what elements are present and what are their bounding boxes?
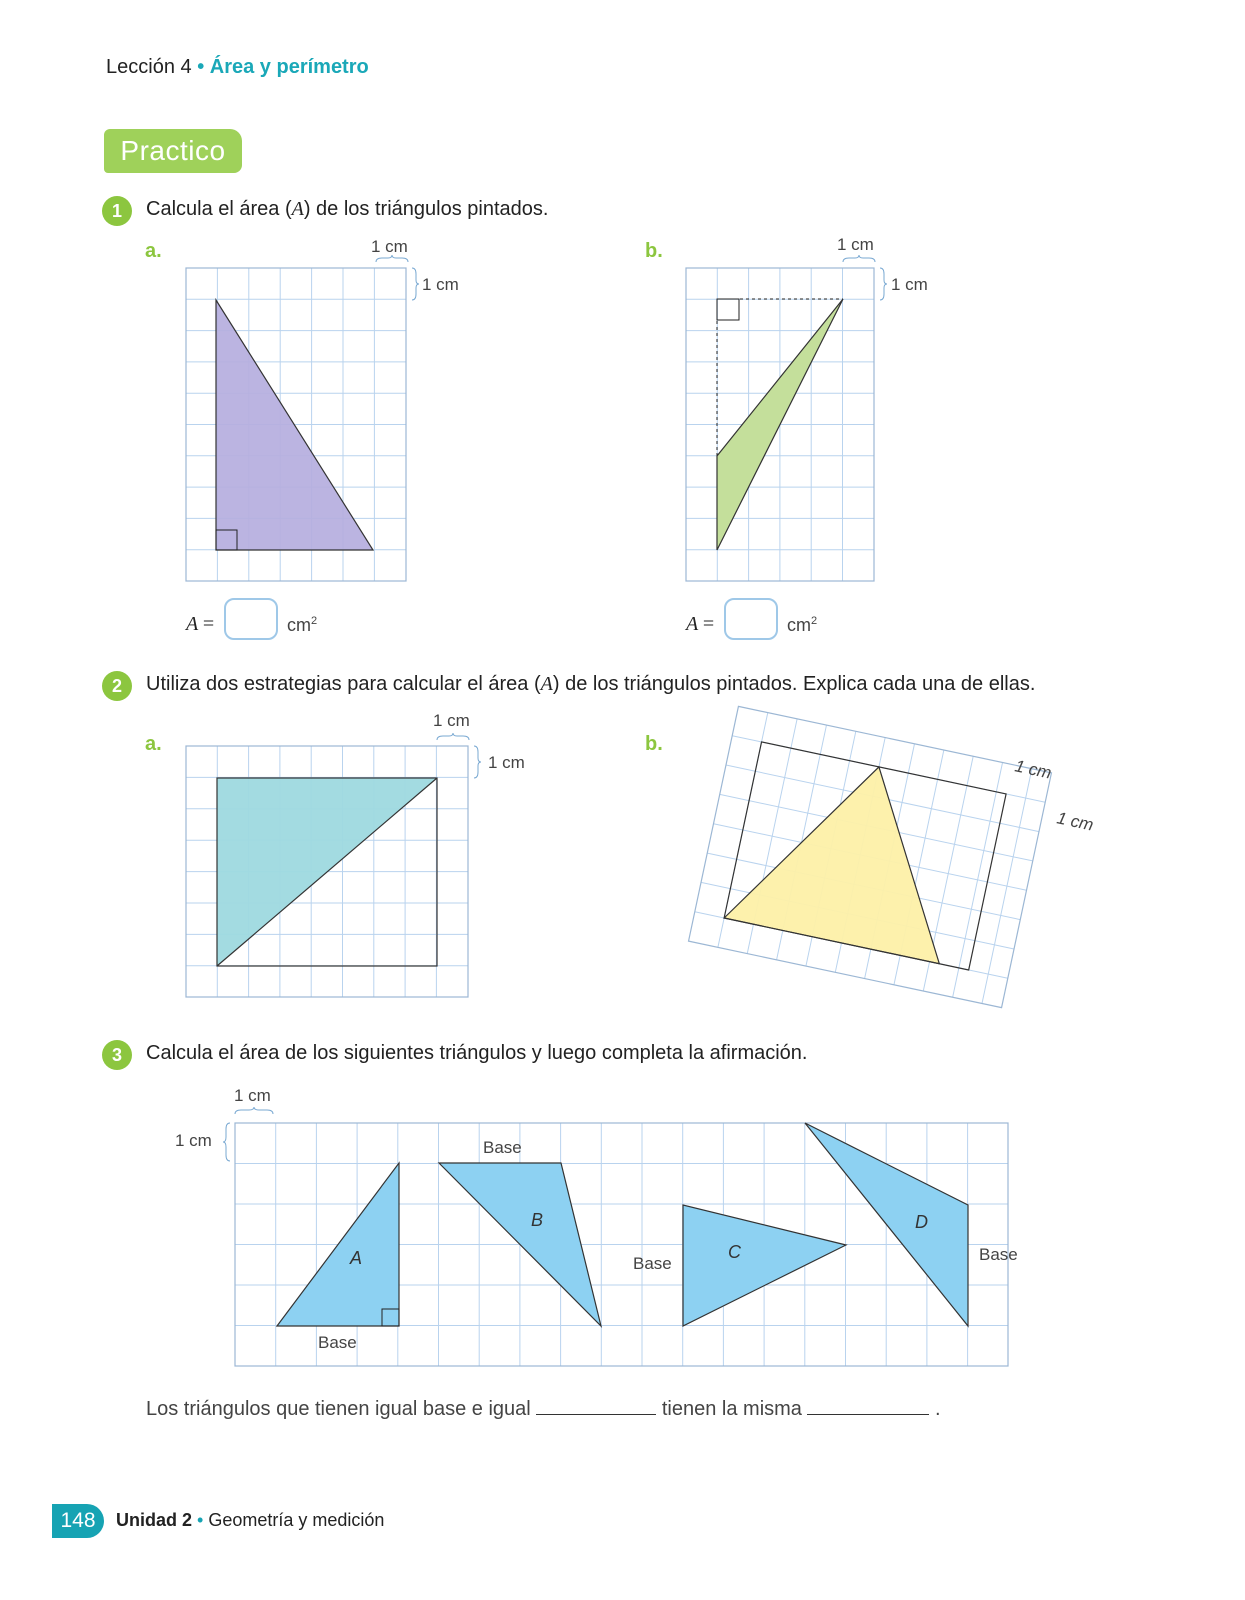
unit-label-side: 1 cm: [488, 753, 525, 772]
q1-text-before: Calcula el área (: [146, 198, 292, 220]
statement-part2: tienen la misma: [661, 1398, 802, 1420]
completion-statement: [146, 1396, 941, 1421]
label-A: A: [350, 1248, 363, 1268]
brace-vertical: [223, 1123, 230, 1161]
answer-eq-sign: =: [702, 613, 715, 635]
statement-part1: Los triángulos que tienen igual base e igual: [146, 1398, 531, 1420]
q2-label-b: b.: [645, 733, 663, 755]
blank-1[interactable]: [536, 1396, 656, 1415]
label-B: B: [531, 1210, 544, 1230]
unit-label-top: 1 cm: [234, 1086, 271, 1105]
bullet-dot: •: [197, 56, 205, 78]
unit-text: cm: [787, 615, 811, 635]
q1b-answer-unit: [787, 615, 817, 636]
q1-var: A: [291, 198, 304, 220]
unit-label-side: 1 cm: [1055, 808, 1096, 835]
brace-vertical: [474, 746, 481, 778]
q1b-figure: [660, 230, 1000, 590]
q2-var: A: [540, 673, 553, 695]
brace-horizontal: [376, 255, 408, 262]
q1a-answer-box[interactable]: [224, 598, 278, 640]
base-label-D: Base: [979, 1245, 1018, 1264]
q2-text-after: ) de los triángulos pintados. Explica cada una de ellas.: [552, 673, 1036, 695]
practice-badge: Practico: [104, 129, 242, 173]
label-D: D: [915, 1212, 928, 1232]
unit-sup: 2: [811, 615, 818, 627]
lesson-topic: Área y perímetro: [209, 56, 369, 78]
blank-2[interactable]: [807, 1396, 929, 1415]
q1a-answer-unit: [287, 615, 317, 636]
unit-label-top: 1 cm: [1013, 756, 1054, 783]
q2a-figure: [160, 706, 540, 1006]
unit-label-side: 1 cm: [175, 1131, 212, 1150]
unit-label-top: 1 cm: [433, 711, 470, 730]
q1-label-a: a.: [145, 240, 162, 262]
right-angle-mark: [717, 299, 739, 320]
statement-end: .: [935, 1398, 941, 1420]
question-3-text: Calcula el área de los siguientes triángulos y luego completa la afirmación.: [146, 1042, 808, 1064]
unit-sup: 2: [311, 615, 318, 627]
question-1-text: [146, 198, 548, 221]
base-label-C: Base: [633, 1254, 672, 1273]
page-number: 148: [52, 1504, 104, 1538]
brace-horizontal: [843, 255, 875, 262]
answer-eq-sign: =: [202, 613, 215, 635]
q1a-figure: [160, 230, 500, 590]
unit-label-top: 1 cm: [371, 237, 408, 256]
unit-label-side: 1 cm: [422, 275, 459, 294]
brace-vertical: [412, 268, 419, 300]
lesson-label: Lección 4: [106, 56, 192, 78]
q1a-answer-eq: [186, 613, 214, 636]
q1-text-after: ) de los triángulos pintados.: [303, 198, 549, 220]
footer-topic: Geometría y medición: [208, 1510, 385, 1530]
footer-unit: [116, 1510, 384, 1531]
unit-label-side: 1 cm: [891, 275, 928, 294]
q2-text-before: Utiliza dos estrategias para calcular el área (: [146, 673, 541, 695]
q2-label-a: a.: [145, 733, 162, 755]
footer-unit-label: Unidad 2: [116, 1510, 193, 1530]
q2b-figure: [680, 705, 1120, 1015]
question-number-2: 2: [102, 671, 132, 701]
q1b-answer-eq: [686, 613, 714, 636]
q3-figure: [170, 1080, 1030, 1380]
label-C: C: [728, 1242, 741, 1262]
answer-var: A: [186, 613, 198, 635]
question-number-1: 1: [102, 196, 132, 226]
question-2-text: [146, 673, 1035, 696]
lesson-header: [106, 56, 369, 79]
q1-label-b: b.: [645, 240, 663, 262]
brace-horizontal: [437, 733, 469, 740]
brace-vertical: [880, 268, 887, 300]
base-label-B: Base: [483, 1138, 522, 1157]
base-label-A: Base: [318, 1333, 357, 1352]
brace-horizontal: [235, 1107, 273, 1114]
unit-label-top: 1 cm: [837, 235, 874, 254]
unit-text: cm: [287, 615, 311, 635]
bullet-dot: •: [197, 1510, 204, 1530]
q1b-answer-box[interactable]: [724, 598, 778, 640]
question-number-3: 3: [102, 1040, 132, 1070]
answer-var: A: [686, 613, 698, 635]
